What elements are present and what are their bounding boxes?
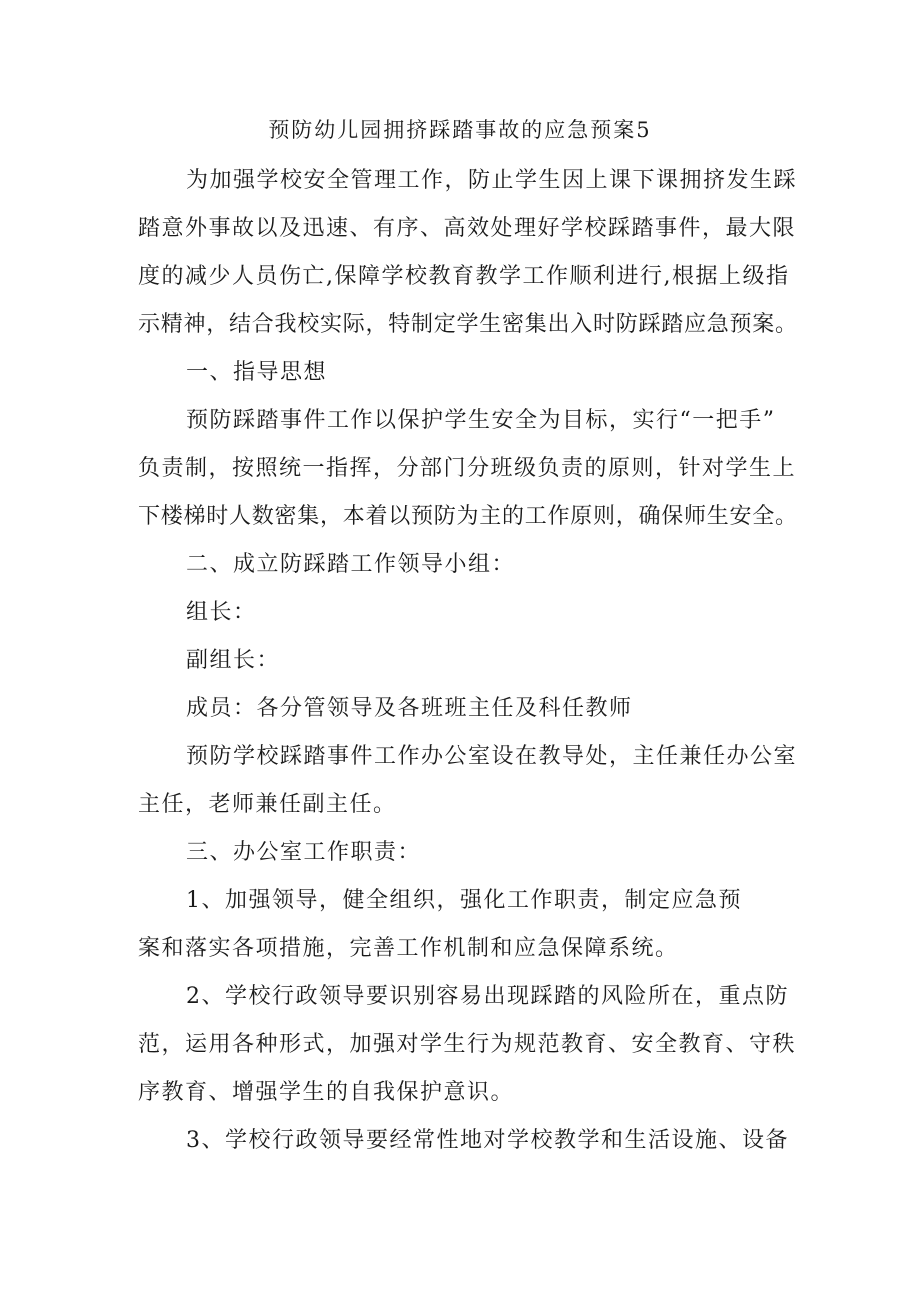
body-line: 预防学校踩踏事件工作办公室设在教导处，主任兼任办公室 — [186, 744, 798, 769]
body-line: 2、学校行政领导要识别容易出现踩踏的风险所在，重点防 — [186, 984, 789, 1009]
body-line: 成员：各分管领导及各班班主任及科任教师 — [186, 696, 633, 721]
body-line: 负责制，按照统一指挥，分部门分班级负责的原则，针对学生上 — [138, 456, 797, 481]
body-line: 示精神，结合我校实际，特制定学生密集出入时防踩踏应急预案。 — [138, 312, 798, 337]
body-line: 案和落实各项措施，完善工作机制和应急保障系统。 — [138, 936, 679, 961]
section-heading: 一、指导思想 — [186, 360, 328, 385]
body-line: 踏意外事故以及迅速、有序、高效处理好学校踩踏事件，最大限 — [138, 216, 797, 241]
body-line: 为加强学校安全管理工作，防止学生因上课下课拥挤发生踩 — [186, 168, 798, 193]
section-heading: 二、成立防踩踏工作领导小组： — [186, 552, 516, 577]
body-line: 度的减少人员伤亡,保障学校教育教学工作顺利进行,根据上级指 — [138, 264, 790, 289]
body-line: 1、加强领导，健全组织，强化工作职责，制定应急预 — [186, 888, 742, 913]
body-line: 副组长： — [186, 648, 281, 673]
body-line: 主任，老师兼任副主任。 — [138, 792, 397, 817]
body-line: 组长： — [186, 600, 257, 625]
body-line: 预防踩踏事件工作以保护学生安全为目标，实行“一把手” — [186, 408, 776, 433]
body-line: 序教育、增强学生的自我保护意识。 — [138, 1080, 515, 1105]
document-title: 预防幼儿园拥挤踩踏事故的应急预案5 — [268, 118, 652, 142]
body-line: 3、学校行政领导要经常性地对学校教学和生活设施、设备 — [186, 1128, 789, 1153]
body-line: 范，运用各种形式，加强对学生行为规范教育、安全教育、守秩 — [138, 1032, 797, 1057]
body-line: 下楼梯时人数密集，本着以预防为主的工作原则，确保师生安全。 — [138, 504, 798, 529]
section-heading: 三、办公室工作职责： — [186, 840, 422, 865]
